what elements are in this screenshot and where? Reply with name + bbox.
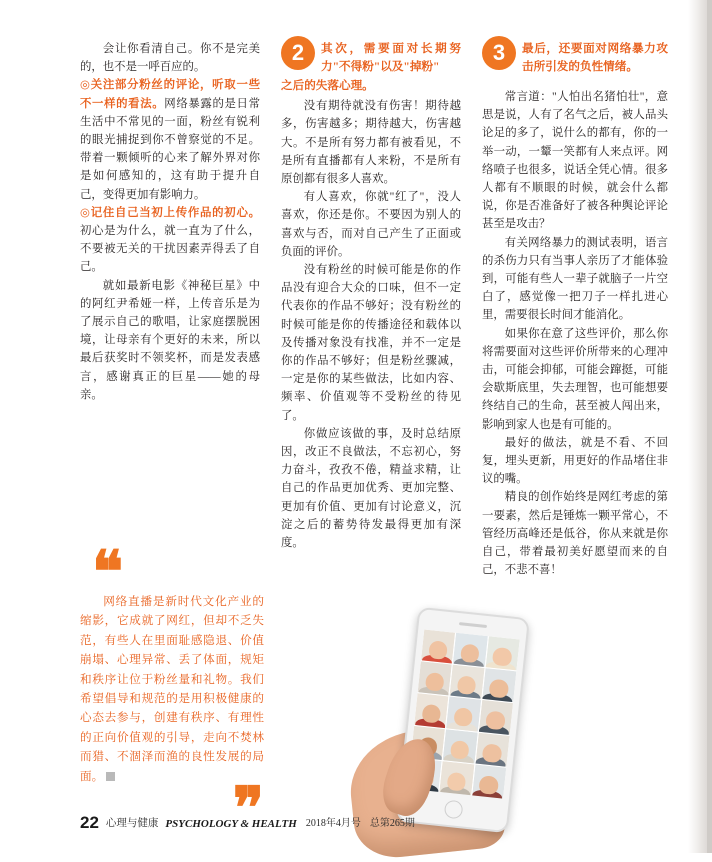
face-thumbnail <box>475 732 509 766</box>
face-thumbnail <box>418 661 452 695</box>
col1-paragraph-2: 网络暴露的是日常生活中不常见的一面，粉丝有锐利的眼光捕捉到你不曾察觉的不足。带着一颗倾听的心来了解外界对你是如何感知的，这有助于提升自己，变得更加有影响力。 <box>80 97 260 201</box>
col3-paragraph-5: 精良的创作始终是网红考虑的第一要素，然后是锤炼一颗平常心，不管经历高峰还是低谷，你从来就是你自己，带着最初美好愿望而来的自己，不悲不喜！ <box>482 491 668 577</box>
issue-date: 2018年4月号 <box>305 818 361 829</box>
col2-paragraph-2: 有人喜欢，你就"红了"，没人喜欢，你还是你。不要因为别人的喜欢与否，而对自己产生了正面或负面的评价。 <box>281 191 461 258</box>
page-number: 22 <box>80 813 99 832</box>
face-thumbnail <box>479 700 513 734</box>
col1-subheading-1 <box>80 76 260 203</box>
col1-subheading-2 <box>80 204 260 277</box>
col1-subheading-1-text: 关注部分粉丝的评论，听取一些不一样的看法。 <box>80 79 260 110</box>
column-three <box>482 40 668 579</box>
bullet-circle-icon: ◎ <box>80 79 91 92</box>
face-thumbnail <box>453 633 487 667</box>
page-footer <box>80 813 640 835</box>
face-thumbnail <box>472 764 506 798</box>
col1-paragraph-1: 会让你看清自己。你不是完美的，也不是一呼百应的。 <box>80 43 260 74</box>
pull-quote <box>80 540 264 842</box>
face-thumbnail <box>446 697 480 731</box>
quote-close-icon: ❞ <box>232 776 264 842</box>
issue-total: 总第265期 <box>369 818 415 829</box>
col3-paragraph-1: 常言道："人怕出名猪怕壮"，意思是说，人有了名气之后，被人品头论足的多了，说什么的都有，你的一举一动，一颦一笑都有人来点评。网络喷子也很多，说话全凭心情。很多人都有不顺眼的时候，就会什么都说，你是否准备好了被各种舆论评论甚至是攻击？ <box>482 91 668 231</box>
quote-open-icon: ❝ <box>92 540 124 605</box>
section-number-badge-3: 3 <box>482 36 516 70</box>
pull-quote-body: 网络直播是新时代文化产业的缩影，它成就了网红，但却不乏失范，有些人在里面耻感隐退、价值崩塌、心理异常、丢了体面，规矩和秩序让位于粉丝量和礼物。我们希望倡导和规范的是用积极健康的心态去参与，创建有秩序、有理性的正向价值观的引导，走向不焚林而猎、不涸泽而渔的良性发展的局面。 <box>80 595 264 783</box>
face-thumbnail <box>421 629 455 663</box>
col3-paragraph-2: 有关网络暴力的测试表明，语言的杀伤力只有当事人亲历了才能体验到，可能有些人一辈子就脑子一片空白了，感觉像一把刀子一样扎进心里，需要很长时间才能消化。 <box>482 236 668 322</box>
section-number-badge-2: 2 <box>281 36 315 70</box>
left-margin <box>0 0 76 853</box>
face-thumbnail <box>450 665 484 699</box>
col2-paragraph-4: 你做应该做的事，及时总结原因，改正不良做法，不忘初心，努力奋斗，孜孜不倦，精益求精，让自己的作品更加优秀、更加完整、更加有价值、更加有讨论意义，沉淀之后的蓄势待发最得更加有深度。 <box>281 427 461 550</box>
col1-paragraph-3: 初心是为什么，就一直为了什么，不要被无关的干扰因素弄得丢了自己。 <box>80 225 260 274</box>
magazine-name-cn: 心理与健康 <box>105 818 159 829</box>
section-heading-2-text: 其次，需要面对长期努力"不得粉"以及"掉粉" <box>321 42 461 74</box>
section-heading-3-text: 最后，还要面对网络暴力攻击所引发的负性情绪。 <box>522 42 668 74</box>
magazine-name-en: PSYCHOLOGY & HEALTH <box>165 818 297 830</box>
column-two <box>281 40 461 552</box>
col3-paragraph-4: 最好的做法，就是不看、不回复，埋头更新，用更好的作品堵住非议的嘴。 <box>482 436 668 486</box>
face-thumbnail <box>443 729 477 763</box>
section-heading-3 <box>482 40 668 86</box>
section-heading-2-tail: 之后的失落心理。 <box>281 78 374 92</box>
col2-paragraph-1: 没有期待就没有伤害！期待越多，伤害越多；期待越大，伤害越大。不是所有努力都有被看见，不是所有直播都有人来粉，不是所有原创都有很多人喜欢。 <box>281 100 461 186</box>
bullet-circle-icon-2: ◎ <box>80 206 91 219</box>
col2-paragraph-3: 没有粉丝的时候可能是你的作品没有迎合大众的口味，但不一定代表你的作品不够好；没有粉丝的时候可能是你的传播途径和载体以及传播对象没有找准，并不一定是你的作品不够好；但是粉丝骤减，一定是你的某些做法，比如内容、频率、价值观等不受粉丝的待见了。 <box>281 264 461 422</box>
column-one <box>80 40 260 404</box>
pull-quote-text <box>80 592 264 786</box>
face-thumbnail <box>485 636 519 670</box>
face-thumbnail <box>440 761 474 795</box>
phone-speaker-icon <box>459 622 487 628</box>
col3-paragraph-3: 如果你在意了这些评价，那么你将需要面对这些评价所带来的心理冲击，可能会抑郁，可能会蹿挺，可能会歇斯底里，失去理智，也可能想要终结自己的生命，甚至被人闯出来，影响到家人也是有可能的。 <box>482 327 668 431</box>
page-edge <box>707 0 712 853</box>
face-thumbnail <box>414 693 448 727</box>
end-mark-icon <box>106 772 115 781</box>
section-heading-2 <box>281 40 461 95</box>
col1-paragraph-4: 就如最新电影《神秘巨星》中的阿红尹希娅一样，上传音乐是为了展示自己的歌唱，让家庭摆脱困境，让母亲有个更好的未来，所以最后获奖时不领奖杯，而是发表感言，感谢真正的巨星——她的母亲。 <box>80 279 260 401</box>
face-thumbnail <box>482 668 516 702</box>
col1-subheading-2-text: 记住自己当初上传作品的初心。 <box>90 206 260 219</box>
